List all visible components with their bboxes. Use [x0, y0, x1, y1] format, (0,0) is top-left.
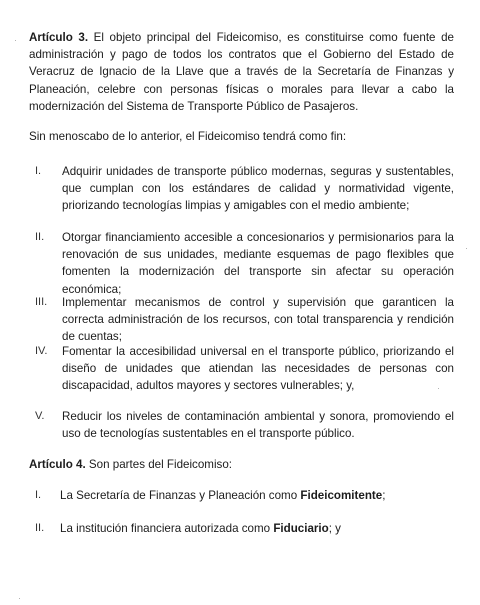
scan-speck — [438, 388, 439, 389]
fin-item-number: V. — [35, 410, 45, 422]
scan-speck — [15, 40, 16, 41]
article-4-label: Artículo 4. — [29, 458, 86, 471]
fin-item-5 — [29, 408, 454, 442]
parte-item-text: La Secretaría de Finanzas y Planeación como Fideicomitente; — [60, 489, 386, 502]
fin-item-text: Fomentar la accesibilidad universal en el transporte público, priorizando el diseño de unidades que atiendan las necesidades de personas con discapacidad, adultos mayores y sectores vulnerables; y, — [62, 345, 454, 393]
fin-item-3 — [29, 294, 454, 346]
fin-item-text: Adquirir unidades de transporte público modernas, seguras y sustentables, que cumplan con los estándares de calidad y normatividad vigente, priorizando tecnologías limpias y amigables con el medio ambiente; — [62, 165, 454, 213]
fin-item-2 — [29, 229, 454, 298]
article-3-paragraph — [29, 29, 454, 115]
fin-item-number: I. — [35, 165, 42, 177]
parte-role: Fiduciario — [273, 522, 329, 535]
parte-item-text: La institución financiera autorizada como Fiduciario; y — [60, 522, 341, 535]
scan-speck — [466, 248, 467, 249]
parte-item-number: II. — [35, 522, 45, 534]
fines-intro: Sin menoscabo de lo anterior, el Fideicomiso tendrá como fin: — [29, 130, 347, 143]
parte-item-number: I. — [35, 489, 42, 501]
parte-item-1 — [29, 487, 454, 504]
fin-item-number: II. — [35, 231, 45, 243]
fin-item-text: Otorgar financiamiento accesible a concesionarios y permisionarios para la renovación de sus unidades, mediante esquemas de pago flexibles que fomenten la modernización del transporte sin afectar su operación económica; — [62, 231, 454, 296]
scan-speck — [19, 598, 20, 599]
fin-item-text: Implementar mecanismos de control y supervisión que garanticen la correcta administración de los recursos, con total transparencia y rendición de cuentas; — [62, 296, 454, 344]
fin-item-number: III. — [35, 296, 48, 308]
fin-item-4 — [29, 343, 454, 395]
fin-item-text: Reducir los niveles de contaminación ambiental y sonora, promoviendo el uso de tecnologías sustentables en el transporte público. — [62, 410, 454, 441]
article-3-label: Artículo 3. — [29, 31, 89, 44]
parte-item-2 — [29, 520, 454, 537]
article-4-text: Son partes del Fideicomiso: — [85, 458, 232, 471]
parte-role: Fideicomitente — [300, 489, 383, 502]
article-3-text: El objeto principal del Fideicomiso, es constituirse como fuente de administración y pago de todos los contratos que el Gobierno del Estado de Veracruz de Ignacio de la Llave que a través de la Secretaría de Finanzas y Planeación, celebre con personas físicas o morales para llevar a cabo la modernización del Sistema de Transporte Público de Pasajeros. — [29, 31, 454, 113]
fin-item-number: IV. — [35, 345, 48, 357]
fin-item-1 — [29, 163, 454, 215]
article-4-paragraph — [29, 456, 454, 473]
